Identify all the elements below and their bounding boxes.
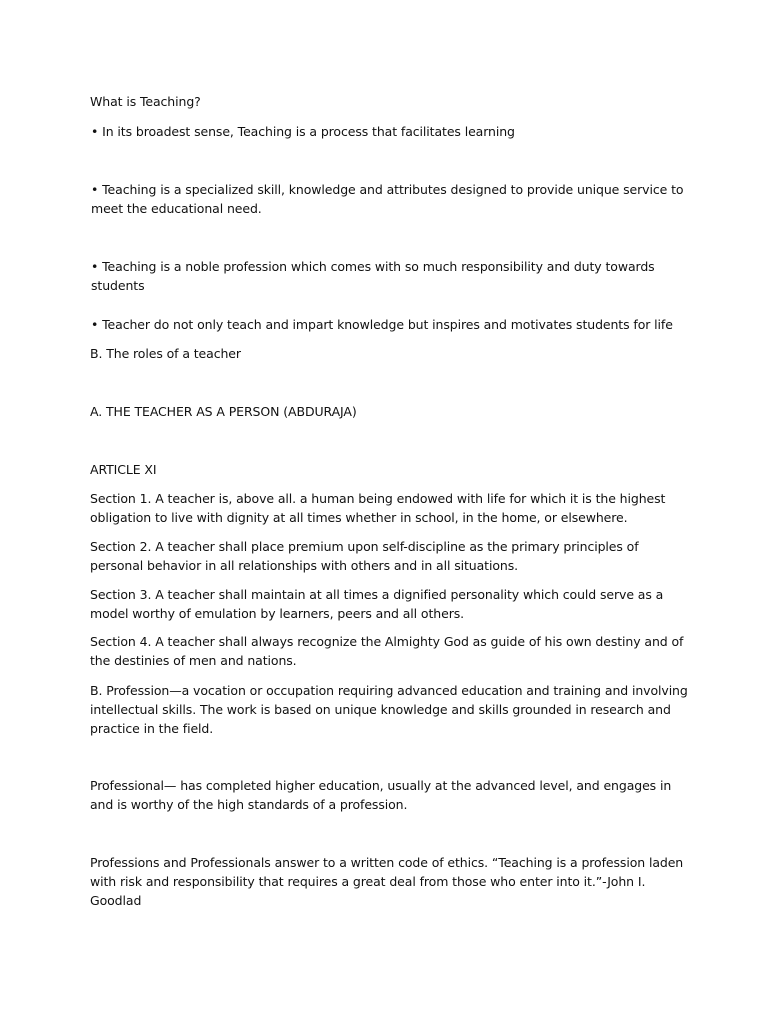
section-3: Section 3. A teacher shall maintain at all times a dignified personality which could serve as a model worthy of emulation by learners, peers and all others. xyxy=(90,587,664,621)
page-heading: What is Teaching? xyxy=(90,94,201,109)
profession-definition: B. Profession—a vocation or occupation requiring advanced education and training and involving intellectual skills. The work is based on unique knowledge and skills grounded in research and practice in the field. xyxy=(90,683,688,736)
bullet-2: • Teaching is a specialized skill, knowledge and attributes designed to provide unique service to meet the educational need. xyxy=(91,182,684,216)
article-heading: ARTICLE XI xyxy=(90,462,157,477)
ethics-paragraph: Professions and Professionals answer to a written code of ethics. “Teaching is a profession laden with risk and responsibility that requires a great deal from those who enter into it.”-John I. Goodlad xyxy=(90,855,684,908)
teacher-person-heading: A. THE TEACHER AS A PERSON (ABDURAJA) xyxy=(90,404,357,419)
bullet-1: • In its broadest sense, Teaching is a process that facilitates learning xyxy=(91,124,515,139)
section-2: Section 2. A teacher shall place premium upon self-discipline as the primary principles of personal behavior in all relationships with others and in all situations. xyxy=(90,539,639,573)
bullet-3: • Teaching is a noble profession which comes with so much responsibility and duty towards students xyxy=(91,259,655,293)
roles-heading: B. The roles of a teacher xyxy=(90,346,241,361)
section-1: Section 1. A teacher is, above all. a human being endowed with life for which it is the highest obligation to live with dignity at all times whether in school, in the home, or elsewhere. xyxy=(90,491,666,525)
section-4: Section 4. A teacher shall always recognize the Almighty God as guide of his own destiny and of the destinies of men and nations. xyxy=(90,634,684,668)
professional-definition: Professional— has completed higher education, usually at the advanced level, and engages in and is worthy of the high standards of a profession. xyxy=(90,778,672,812)
bullet-4: • Teacher do not only teach and impart knowledge but inspires and motivates students for life xyxy=(91,317,673,332)
